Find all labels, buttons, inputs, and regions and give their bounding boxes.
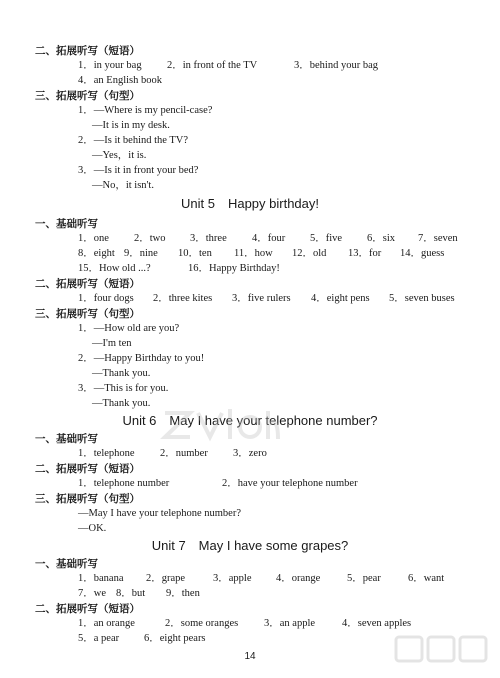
watermark-logo-icon <box>160 405 280 445</box>
sentence: —Yes，it is. <box>92 150 147 161</box>
unit-title: Unit 5 Happy birthday! <box>180 196 319 211</box>
sentence: —OK. <box>78 523 107 534</box>
phrase: 4．seven apples <box>342 618 412 629</box>
section-heading: 三、拓展听写（句型） <box>35 493 140 505</box>
phrase: 2．some oranges <box>165 618 239 629</box>
watermark-stamp-icon <box>392 631 492 667</box>
word: 8．but <box>116 588 146 599</box>
section-heading: 二、拓展听写（短语） <box>35 45 140 57</box>
section-heading: 三、拓展听写（句型） <box>35 90 140 102</box>
sentence: 1．—How old are you? <box>78 323 180 334</box>
sentence: —Thank you. <box>92 368 151 379</box>
word: 9．then <box>166 588 200 599</box>
phrase: 1．an orange <box>78 618 135 629</box>
word: 14．guess <box>400 248 445 259</box>
section-heading: 一、基础听写 <box>35 218 98 230</box>
word: 1．one <box>78 233 109 244</box>
sentence: 2．—Is it behind the TV? <box>78 135 189 146</box>
phrase: 1．in your bag <box>78 60 142 71</box>
word: 5．five <box>310 233 343 244</box>
word: 16．Happy Birthday! <box>188 263 280 274</box>
word: 13．for <box>348 248 382 259</box>
word-row <box>78 247 498 261</box>
word: 1．banana <box>78 573 124 584</box>
sentence: 1．—Where is my pencil-case? <box>78 105 213 116</box>
phrase: 2．in front of the TV <box>167 60 258 71</box>
word: 1．telephone <box>78 448 135 459</box>
phrase: 5．a pear <box>78 633 120 644</box>
word: 7．seven <box>418 233 458 244</box>
phrase-row <box>78 477 498 491</box>
word: 7．we <box>78 588 106 599</box>
phrase: 1．telephone number <box>78 478 170 489</box>
word: 15．How old ...? <box>78 263 151 274</box>
sentence: —I'm ten <box>92 338 132 349</box>
word: 4．orange <box>276 573 321 584</box>
sentence: —No，it isn't. <box>92 180 154 191</box>
page-number: 14 <box>244 651 256 662</box>
phrase-row <box>78 59 498 73</box>
word: 12．old <box>292 248 327 259</box>
word: 8．eight <box>78 248 115 259</box>
phrase: 1．four dogs <box>78 293 134 304</box>
sentence: —Thank you. <box>92 398 151 409</box>
phrase: 4．an English book <box>78 75 162 86</box>
word: 10．ten <box>178 248 212 259</box>
phrase: 5．seven buses <box>389 293 455 304</box>
word-row <box>78 262 498 276</box>
word: 6．six <box>367 233 396 244</box>
phrase: 3．behind your bag <box>294 60 378 71</box>
word: 3．apple <box>213 573 252 584</box>
section-heading: 一、基础听写 <box>35 558 98 570</box>
sentence: 3．—Is it in front your bed? <box>78 165 199 176</box>
sentence: —May I have your telephone number? <box>78 508 241 519</box>
phrase: 3．an apple <box>264 618 316 629</box>
word-row <box>78 447 498 461</box>
word: 6．want <box>408 573 445 584</box>
section-heading: 一、基础听写 <box>35 433 98 445</box>
word: 9．nine <box>124 248 158 259</box>
unit-title: Unit 7 May I have some grapes? <box>151 538 349 553</box>
watermark-logo <box>160 405 280 456</box>
word-row <box>78 232 498 246</box>
phrase: 3．five rulers <box>232 293 291 304</box>
phrase: 4．eight pens <box>311 293 370 304</box>
section-heading: 二、拓展听写（短语） <box>35 463 140 475</box>
section-heading: 二、拓展听写（短语） <box>35 603 140 615</box>
word-row <box>78 587 498 601</box>
sentence: 3．—This is for you. <box>78 383 169 394</box>
word: 3．three <box>190 233 227 244</box>
watermark-stamp <box>392 628 492 678</box>
word: 2．grape <box>146 573 186 584</box>
section-heading: 二、拓展听写（短语） <box>35 278 140 290</box>
phrase: 2．have your telephone number <box>222 478 358 489</box>
word-row <box>78 572 498 586</box>
word: 2．number <box>160 448 208 459</box>
sentence: 2．—Happy Birthday to you! <box>78 353 205 364</box>
sentence: —It is in my desk. <box>92 120 170 131</box>
unit-title: Unit 6 May I have your telephone number? <box>122 413 378 428</box>
phrase-row <box>78 292 498 306</box>
section-heading: 三、拓展听写（句型） <box>35 308 140 320</box>
word: 4．four <box>252 233 286 244</box>
word: 5．pear <box>347 573 381 584</box>
word: 11．how <box>234 248 273 259</box>
word: 3．zero <box>233 448 267 459</box>
phrase: 6．eight pears <box>144 633 206 644</box>
phrase: 2．three kites <box>153 293 213 304</box>
word: 2．two <box>134 233 166 244</box>
